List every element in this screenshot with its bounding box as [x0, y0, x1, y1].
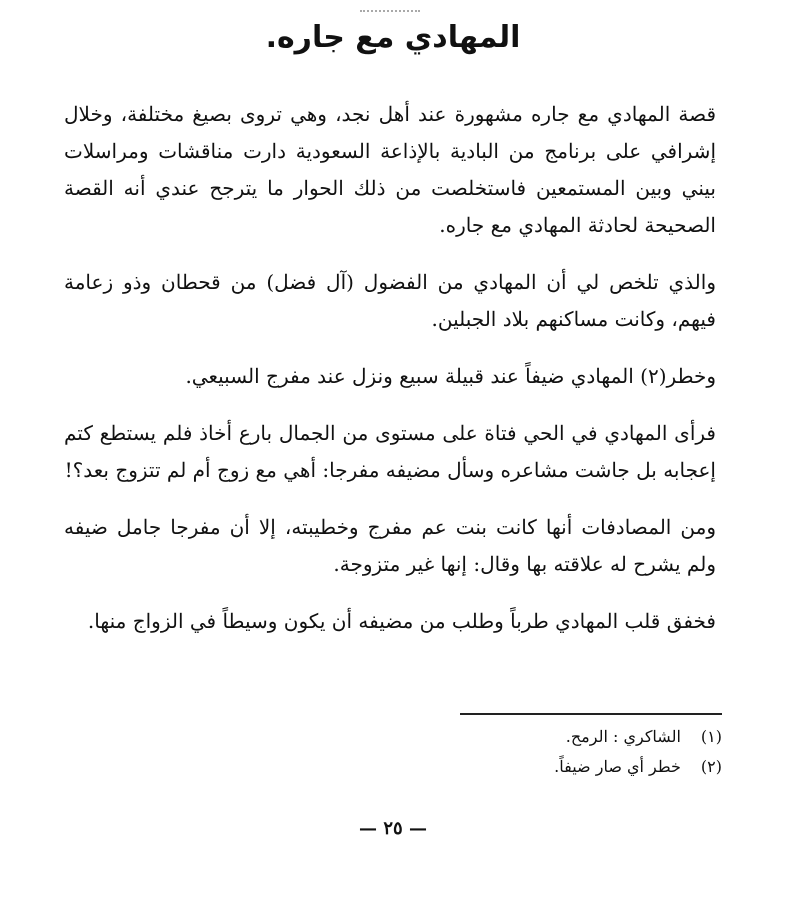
footnote-number: (١): [700, 727, 722, 746]
page-title: المهادي مع جاره.: [265, 20, 521, 55]
footnotes: [362, 722, 722, 782]
paragraph: فرأى المهادي في الحي فتاة على مستوى من الجمال بارع أخاذ فلم يستطع كتم إعجابه بل جاشت مشاعره وسأل مضيفه مفرجا: أهي مع زوج أم لم تتزوج بعد؟!: [64, 421, 716, 482]
body-text: [64, 96, 716, 660]
top-decoration: [360, 0, 420, 12]
footnote-text: خطر أي صار ضيفاً.: [554, 757, 681, 776]
paragraph: وخطر(٢) المهادي ضيفاً عند قبيلة سبيع ونزل عند مفرج السبيعي.: [185, 364, 716, 388]
footnote-number: (٢): [700, 757, 722, 776]
paragraph: قصة المهادي مع جاره مشهورة عند أهل نجد، وهي تروى بصيغ مختلفة، وخلال إشرافي على برنامج من البادية بالإذاعة السعودية دارت مناقشات ومراسلات بيني وبين المستمعين فاستخلصت من ذلك الحوار ما يترجح عندي أنه القصة الصحيحة لحادثة المهادي مع جاره.: [64, 102, 716, 237]
footnote-text: الشاكري : الرمح.: [565, 727, 681, 746]
footnote-divider: [460, 713, 722, 715]
footnote: [362, 722, 722, 752]
footnote: [362, 752, 722, 782]
paragraph: ومن المصادفات أنها كانت بنت عم مفرج وخطيبته، إلا أن مفرجا جامل ضيفه ولم يشرح له علاقته بها وقال: إنها غير متزوجة.: [64, 515, 716, 576]
page-number: — ٢٥ —: [359, 818, 427, 839]
paragraph: والذي تلخص لي أن المهادي من الفضول (آل فضل) من قحطان وذو زعامة فيهم، وكانت مساكنهم بلاد الجبلين.: [64, 270, 716, 331]
paragraph: فخفق قلب المهادي طرباً وطلب من مضيفه أن يكون وسيطاً في الزواج منها.: [87, 609, 716, 633]
